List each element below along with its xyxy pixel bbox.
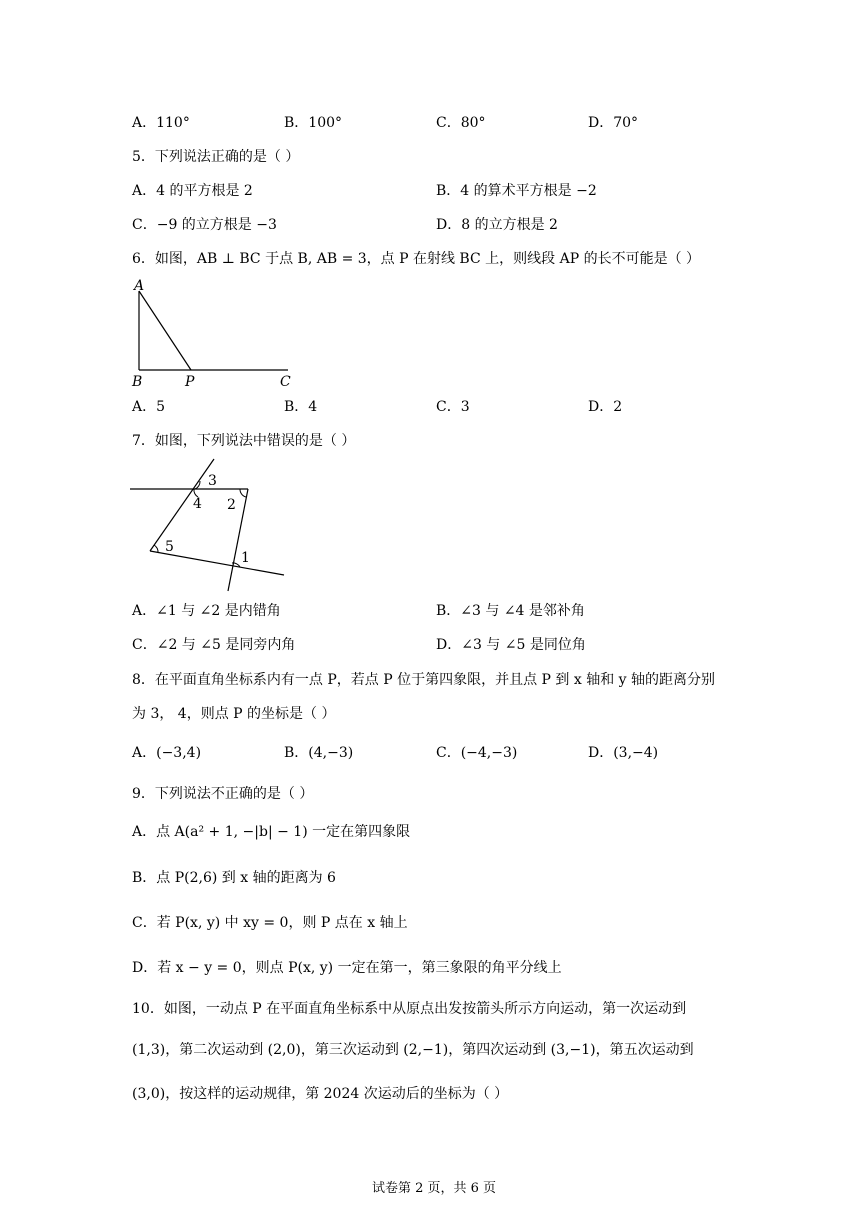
q6-option-c: C．3 [436, 399, 470, 415]
q6-option-b: B．4 [284, 399, 318, 415]
q7-option-c: C．∠2 与 ∠5 是同旁内角 [132, 637, 296, 653]
q7-label-2: 2 [227, 497, 236, 513]
q8-option-c: C．(−4,−3) [436, 745, 518, 761]
q9-option-b: B．点 P(2,6) 到 x 轴的距离为 6 [132, 870, 336, 886]
q6-label-b: B [132, 374, 143, 390]
q5-option-b: B．4 的算术平方根是 −2 [436, 183, 597, 199]
q7-option-b: B．∠3 与 ∠4 是邻补角 [436, 603, 585, 619]
q4-option-c: C．80° [436, 115, 486, 131]
q5-option-a: A．4 的平方根是 2 [132, 183, 253, 199]
q4-option-d: D．70° [588, 115, 639, 131]
page-footer: 试卷第 2 页，共 6 页 [371, 1181, 497, 1196]
q4-option-b: B．100° [284, 115, 343, 131]
q6-label-c: C [280, 374, 291, 390]
q7-label-1: 1 [241, 550, 250, 566]
q7-option-a: A．∠1 与 ∠2 是内错角 [132, 603, 281, 619]
q6-stem: 6．如图，AB ⊥ BC 于点 B, AB = 3，点 P 在射线 BC 上，则线段 AP 的长不可能是（ ） [132, 251, 701, 267]
q8-stem-line2: 为 3， 4，则点 P 的坐标是（ ） [132, 706, 336, 722]
q10-line1: 10．如图，一动点 P 在平面直角坐标系中从原点出发按箭头所示方向运动，第一次运动到 [132, 1001, 687, 1017]
q6-label-a: A [134, 278, 145, 294]
q7-label-4: 4 [193, 496, 202, 512]
q7-label-5: 5 [165, 539, 174, 555]
q5-option-c: C．−9 的立方根是 −3 [132, 217, 277, 233]
q6-label-p: P [185, 374, 195, 390]
q5-stem: 5．下列说法正确的是（ ） [132, 149, 300, 165]
q7-label-3: 3 [208, 473, 217, 489]
q9-option-a: A．点 A(a² + 1, −|b| − 1) 一定在第四象限 [132, 824, 411, 840]
q9-stem: 9．下列说法不正确的是（ ） [132, 786, 314, 802]
q8-stem-line1: 8．在平面直角坐标系内有一点 P，若点 P 位于第四象限，并且点 P 到 x 轴和 y 轴的距离分别 [132, 672, 716, 688]
q8-option-b: B．(4,−3) [284, 745, 354, 761]
q6-option-a: A．5 [132, 399, 166, 415]
q5-option-d: D．8 的立方根是 2 [436, 217, 558, 233]
q10-line2: (1,3)，第二次运动到 (2,0)，第三次运动到 (2,−1)，第四次运动到 (3,−1)，第五次运动到 [132, 1042, 694, 1058]
q4-option-a: A．110° [132, 115, 190, 131]
q7-stem: 7．如图，下列说法中错误的是（ ） [132, 433, 356, 449]
q9-option-d: D．若 x − y = 0，则点 P(x, y) 一定在第一，第三象限的角平分线上 [132, 960, 562, 976]
q10-line3: (3,0)，按这样的运动规律，第 2024 次运动后的坐标为（ ） [132, 1086, 509, 1102]
q6-figure [128, 276, 308, 390]
q7-option-d: D．∠3 与 ∠5 是同位角 [436, 637, 586, 653]
q8-option-d: D．(3,−4) [588, 745, 659, 761]
q9-option-c: C．若 P(x, y) 中 xy = 0，则 P 点在 x 轴上 [132, 915, 408, 931]
q8-option-a: A．(−3,4) [132, 745, 202, 761]
q6-option-d: D．2 [588, 399, 623, 415]
q7-figure [128, 455, 288, 595]
